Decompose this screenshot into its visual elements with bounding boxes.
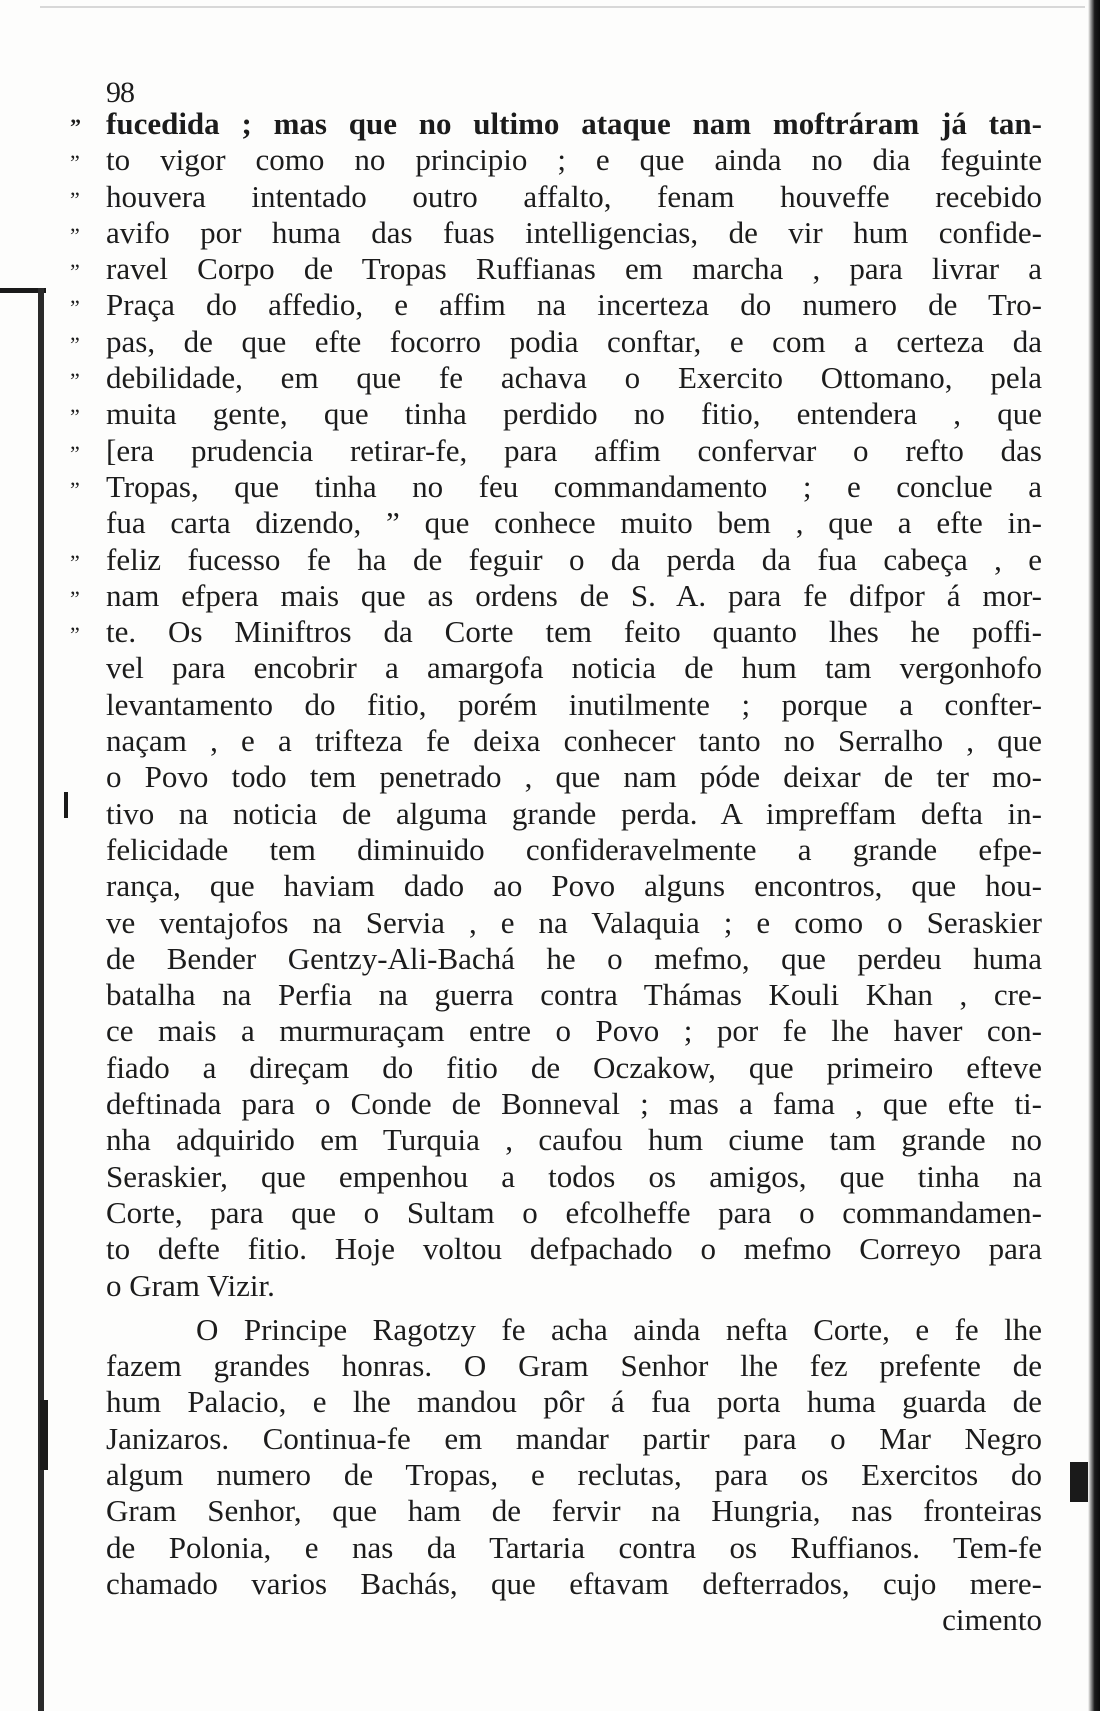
quote-mark: ” [70,440,80,466]
line-text: fiado a direçam do fitio de Oczakow, que primeiro efteve [106,1049,1042,1085]
quote-mark: ” [70,222,80,248]
quote-mark: ” [70,259,80,285]
binding-margin [0,288,46,1711]
quote-mark: ” [70,585,80,611]
quote-mark: ” [70,549,80,575]
line-text: ce mais a murmuraçam entre o Povo ; por fe lhe haver con- [106,1013,1042,1049]
quote-mark: ” [70,368,80,394]
line-text: fucedida ; mas que no ultimo ataque nam moftráram já tan- [106,106,1042,141]
line-text: debilidade, em que fe achava o Exercito Ottomano, pela [106,360,1042,396]
line-text: avifo por huma das fuas intelligencias, de vir hum confide- [106,214,1042,250]
quote-mark: ” [70,476,80,502]
text-line [106,1530,1042,1566]
line-text: feliz fucesso fe ha de feguir o da perda da fua cabeça , e [106,541,1042,577]
line-text: ravel Corpo de Tropas Ruffianas em marcha , para livrar a [106,251,1042,287]
text-line [70,360,1042,396]
line-text: to defte fitio. Hoje voltou defpachado o mefmo Correyo para [106,1231,1042,1267]
line-text: houvera intentado outro affalto, fenam houveffe recebido [106,178,1042,214]
binding-bar [38,288,44,1711]
text-line [106,1195,1042,1231]
text-line [70,614,1042,650]
line-text: nam efpera mais que as ordens de S. A. para fe difpor á mor- [106,577,1042,613]
line-text: muita gente, que tinha perdido no fitio, entendera , que [106,396,1042,432]
text-line [70,468,1042,505]
line-text: Tropas, que tinha no feu commandamento ; e conclue a [106,468,1042,504]
line-text: de Polonia, e nas da Tartaria contra os Ruffianos. Tem-fe [106,1529,1042,1565]
body-text [70,106,1042,1638]
line-text: fazem grandes honras. O Gram Senhor lhe fez prefente de [106,1348,1042,1384]
text-line [106,1159,1042,1195]
text-line [106,1421,1042,1457]
text-line [106,723,1042,759]
line-text: o Povo todo tem penetrado , que nam póde deixar de ter mo- [106,759,1042,795]
quote-mark: ” [70,114,81,139]
line-text: tivo na noticia de alguma grande perda. A impreffam defta in- [106,795,1042,831]
line-text: pas, de que efte focorro podia conftar, e com a certeza da [106,323,1042,359]
text-line [106,1231,1042,1267]
line-text: fua carta dizendo, ” que conhece muito bem , que a efte in- [106,505,1042,541]
quote-mark: ” [70,331,80,357]
line-text: Corte, para que o Sultam o efcolheffe para o commandamen- [106,1194,1042,1230]
quote-mark: ” [70,186,80,212]
line-text: to vigor como no principio ; e que ainda no dia feguinte [106,142,1042,178]
text-line [70,142,1042,178]
text-line [106,1348,1042,1384]
quote-mark: ” [70,404,80,430]
line-text: Gram Senhor, que ham de fervir na Hungria, nas fronteiras [106,1493,1042,1529]
page-top-edge [40,6,1085,8]
text-line [106,796,1042,832]
line-text: felicidade tem diminuido confideravelmente a grande efpe- [106,831,1042,867]
line-text: Seraskier, que empenhou a todos os amigos, que tinha na [106,1158,1042,1194]
text-line [106,1122,1042,1158]
text-line [70,287,1042,323]
text-line [106,759,1042,795]
text-line [70,214,1042,251]
text-line [70,106,1042,142]
paragraph-gap [106,1304,1042,1312]
line-text: hum Palacio, e lhe mandou pôr á fua porta huma guarda de [106,1384,1042,1420]
text-line [70,541,1042,578]
line-text: algum numero de Tropas, e reclutas, para os Exercitos do [106,1456,1042,1492]
page-number: 98 [106,76,134,109]
line-text: [era prudencia retirar-fe, para affim confervar o refto das [106,432,1042,468]
text-line [70,396,1042,432]
text-line [106,1312,1042,1348]
text-line [70,432,1042,469]
line-text: Praça do affedio, e affim na incerteza do numero de Tro- [106,287,1042,323]
quote-mark: ” [70,295,80,321]
text-line [70,251,1042,287]
line-text: nha adquirido em Turquia , caufou hum ciume tam grande no [106,1122,1042,1158]
line-text: batalha na Perfia na guerra contra Thámas Kouli Khan , cre- [106,977,1042,1013]
margin-mark [64,792,68,818]
line-text: deftinada para o Conde de Bonneval ; mas a fama , que efte ti- [106,1086,1042,1122]
line-text: O Principe Ragotzy fe acha ainda nefta Corte, e fe lhe [196,1311,1042,1347]
quote-mark: ” [70,150,80,176]
text-line [106,505,1042,541]
text-line [106,1602,1042,1638]
line-text: rança, que haviam dado ao Povo alguns encontros, que hou- [106,868,1042,904]
text-line [106,868,1042,904]
text-line [70,323,1042,360]
text-line [106,941,1042,977]
line-text: Janizaros. Continua-fe em mandar partir para o Mar Negro [106,1420,1042,1456]
text-line [106,1457,1042,1493]
text-line [70,178,1042,215]
line-text: cimento [942,1602,1042,1638]
margin-mark [1070,1462,1088,1502]
line-text: chamado varios Bachás, que eftavam defterrados, cujo mere- [106,1565,1042,1601]
margin-mark [40,1400,48,1470]
text-line [106,905,1042,941]
line-text: ve ventajofos na Servia , e na Valaquia ; e como o Seraskier [106,904,1042,940]
text-line [106,832,1042,868]
text-line [106,1493,1042,1529]
text-line [106,1013,1042,1049]
text-line [106,1050,1042,1086]
text-line [106,687,1042,723]
page-right-edge [1088,0,1100,1711]
line-text: te. Os Miniftros da Corte tem feito quanto lhes he poffi- [106,614,1042,650]
line-text: vel para encobrir a amargofa noticia de hum tam vergonhofo [106,650,1042,686]
text-line [70,577,1042,614]
text-line [106,1566,1042,1602]
line-text: naçam , e a trifteza fe deixa conhecer tanto no Serralho , que [106,723,1042,759]
line-text: levantamento do fitio, porém inutilmente ; porque a confter- [106,686,1042,722]
text-line [106,1268,1042,1304]
text-line [106,977,1042,1013]
text-line [106,650,1042,686]
quote-mark: ” [70,622,80,648]
line-text: o Gram Vizir. [106,1267,275,1303]
text-line [106,1384,1042,1420]
line-text: de Bender Gentzy-Ali-Bachá he o mefmo, que perdeu huma [106,940,1042,976]
text-line [106,1086,1042,1122]
